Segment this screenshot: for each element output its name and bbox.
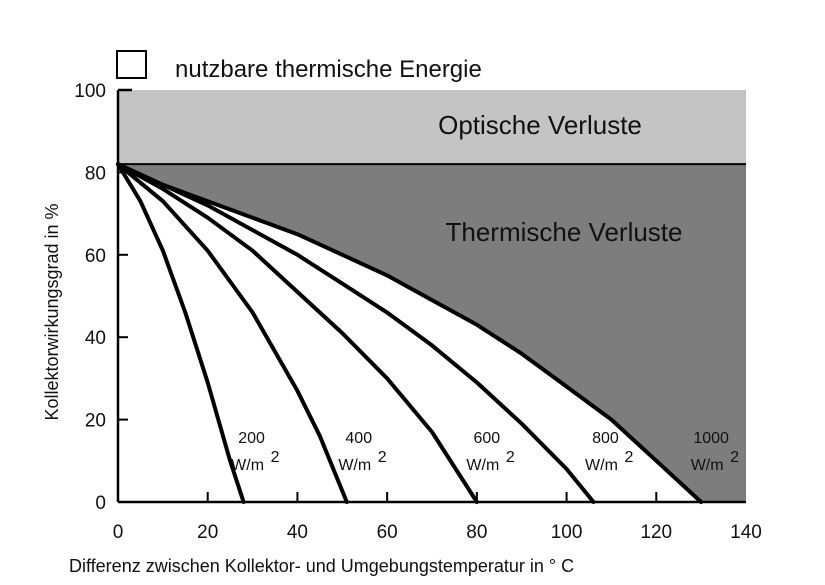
- x-tick-label-20: 20: [197, 522, 219, 543]
- y-tick-label-0: 0: [95, 493, 106, 514]
- legend-swatch: [117, 51, 146, 78]
- optical-losses-region: [118, 90, 746, 164]
- y-tick-label-20: 20: [84, 410, 106, 432]
- thermal-losses-region: [118, 164, 746, 502]
- x-tick-label-40: 40: [286, 522, 308, 543]
- curve-label-value-200: 200: [238, 430, 265, 447]
- curve-label-value-800: 800: [592, 430, 619, 447]
- y-tick-label-60: 60: [84, 245, 106, 267]
- y-tick-label-40: 40: [84, 328, 106, 350]
- curve-label-unit-600: W/m: [466, 457, 500, 474]
- legend-label: nutzbare thermische Energie: [175, 56, 482, 83]
- x-tick-label-100: 100: [550, 522, 583, 543]
- curve-label-unit-400: W/m: [338, 457, 372, 474]
- curve-label-sup-800: 2: [624, 449, 634, 466]
- x-axis-label: Differenz zwischen Kollektor- und Umgebungstemperatur in ° C: [69, 556, 575, 576]
- curve-label-unit-1000: W/m: [690, 457, 724, 474]
- curve-label-sup-600: 2: [505, 449, 515, 466]
- x-tick-label-0: 0: [112, 522, 124, 543]
- loss-regions: [118, 90, 746, 502]
- x-tick-label-80: 80: [466, 522, 488, 543]
- y-tick-label-80: 80: [84, 163, 106, 185]
- y-axis-label: Kollektorwirkungsgrad in %: [42, 203, 62, 421]
- curve-label-unit-800: W/m: [585, 457, 618, 474]
- curve-label-unit-200: W/m: [231, 457, 265, 474]
- x-tick-label-120: 120: [640, 522, 673, 543]
- curve-label-value-600: 600: [473, 430, 501, 447]
- curve-label-sup-400: 2: [377, 449, 387, 466]
- y-tick-label-100: 100: [74, 81, 106, 102]
- curve-label-value-1000: 1000: [693, 430, 729, 447]
- optical-losses-label: Optische Verluste: [438, 110, 642, 140]
- curve-label-sup-200: 2: [270, 449, 280, 466]
- x-tick-label-60: 60: [376, 522, 398, 543]
- curve-label-sup-1000: 2: [730, 449, 740, 466]
- thermal-losses-label: Thermische Verluste: [445, 217, 683, 247]
- x-tick-label-140: 140: [730, 522, 762, 543]
- curve-label-value-400: 400: [345, 430, 373, 447]
